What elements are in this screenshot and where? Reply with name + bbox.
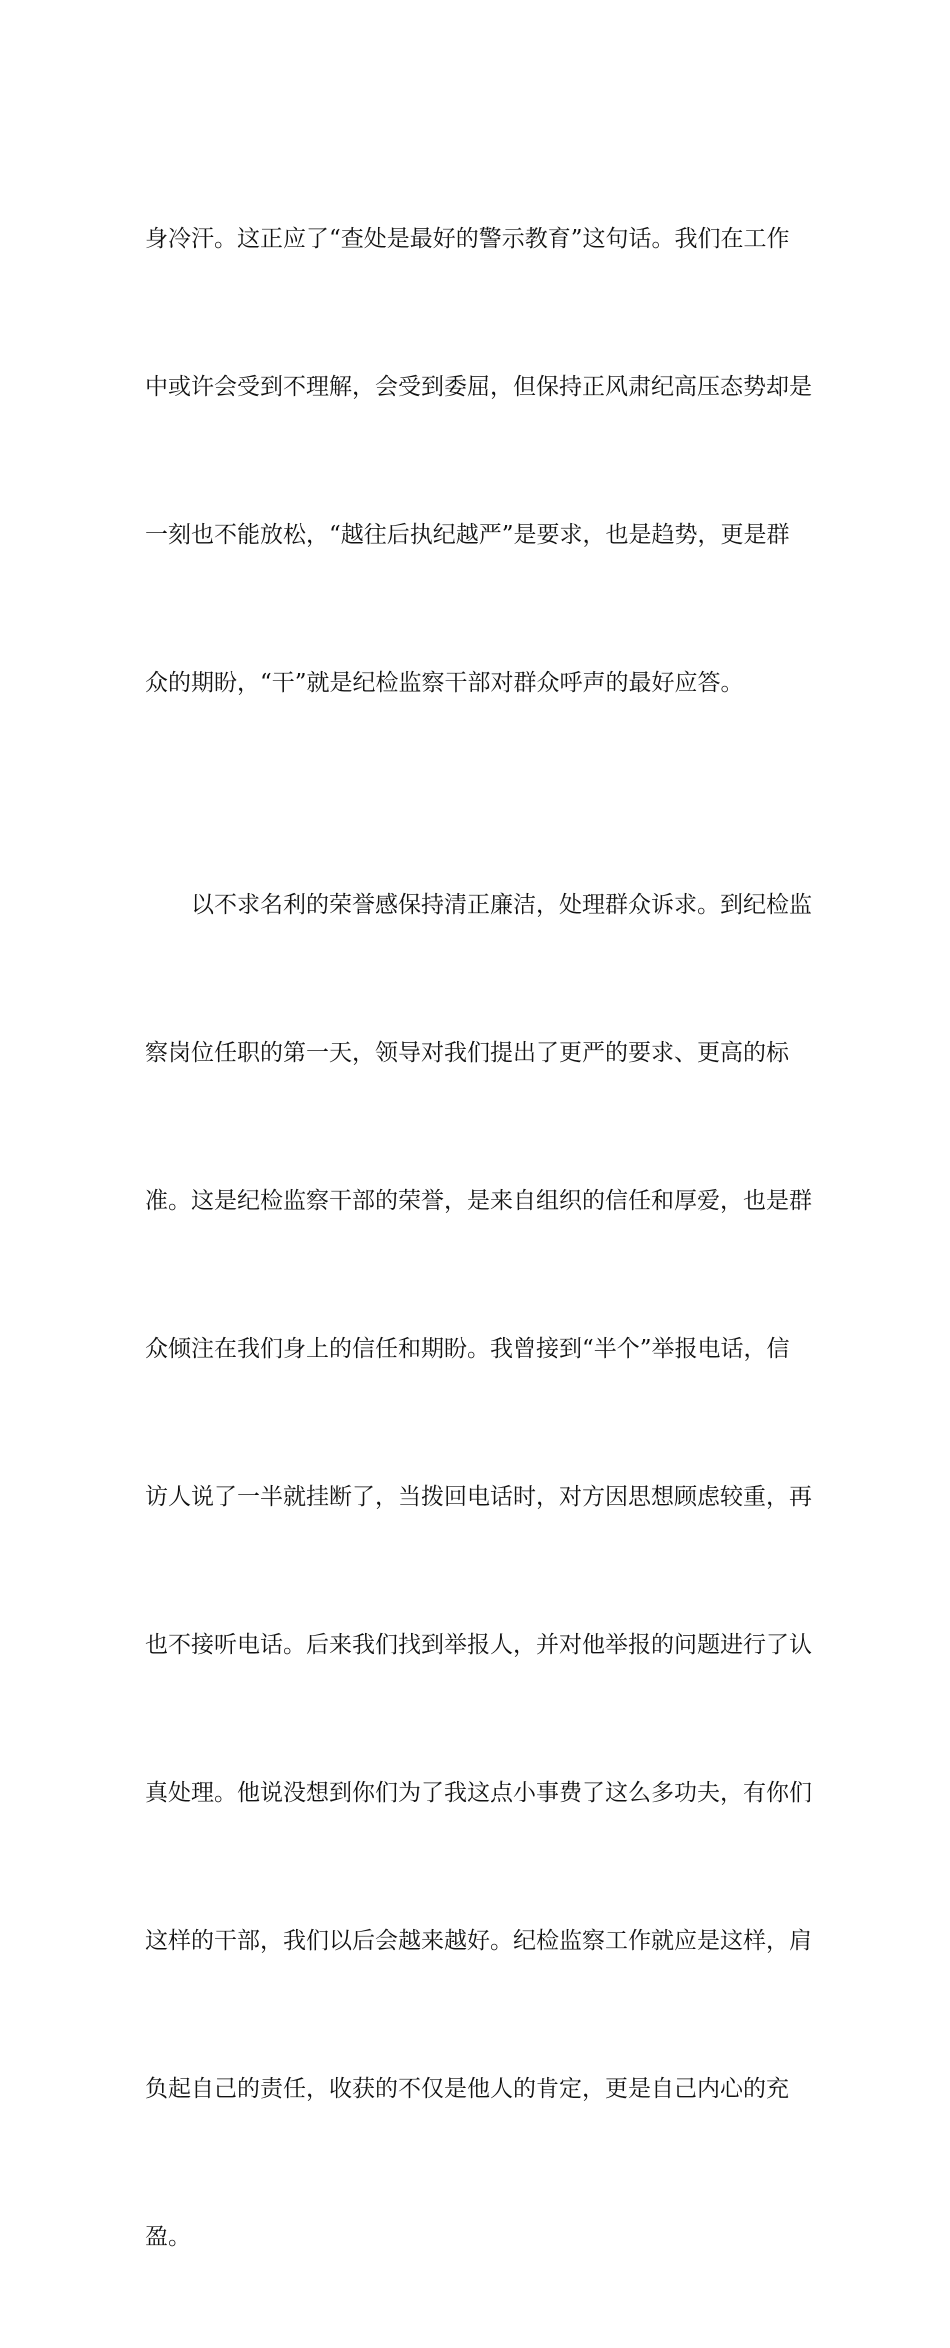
- paragraph-1: [145, 128, 812, 794]
- text-line: 这样的干部，我们以后会越来越好。纪检监察工作就应是这样，肩: [145, 1928, 812, 1954]
- text-line: 以不求名利的荣誉感保持清正廉洁，处理群众诉求。到纪检监: [145, 892, 812, 918]
- text-line: 察岗位任职的第一天，领导对我们提出了更严的要求、更高的标: [145, 1040, 789, 1066]
- text-line: 真处理。他说没想到你们为了我这点小事费了这么多功夫，有你们: [145, 1780, 812, 1806]
- text-line: 准。这是纪检监察干部的荣誉，是来自组织的信任和厚爱，也是群: [145, 1188, 812, 1214]
- text-line: 众的期盼，“干”就是纪检监察干部对群众呼声的最好应答。: [145, 670, 744, 696]
- paragraph-2: [145, 794, 812, 2348]
- text-line: 访人说了一半就挂断了，当拨回电话时，对方因思想顾虑较重，再: [145, 1484, 812, 1510]
- text-line: 一刻也不能放松，“越往后执纪越严”是要求，也是趋势，更是群: [145, 522, 790, 548]
- text-line: 盈。: [145, 2224, 191, 2250]
- text-line: 负起自己的责任，收获的不仅是他人的肯定，更是自己内心的充: [145, 2076, 789, 2102]
- text-line: 众倾注在我们身上的信任和期盼。我曾接到“半个”举报电话，信: [145, 1336, 790, 1362]
- body-text: [145, 128, 812, 2348]
- text-line: 中或许会受到不理解，会受到委屈，但保持正风肃纪高压态势却是: [145, 374, 812, 400]
- text-line: 身冷汗。这正应了“查处是最好的警示教育”这句话。我们在工作: [145, 226, 790, 252]
- text-line: 也不接听电话。后来我们找到举报人，并对他举报的问题进行了认: [145, 1632, 812, 1658]
